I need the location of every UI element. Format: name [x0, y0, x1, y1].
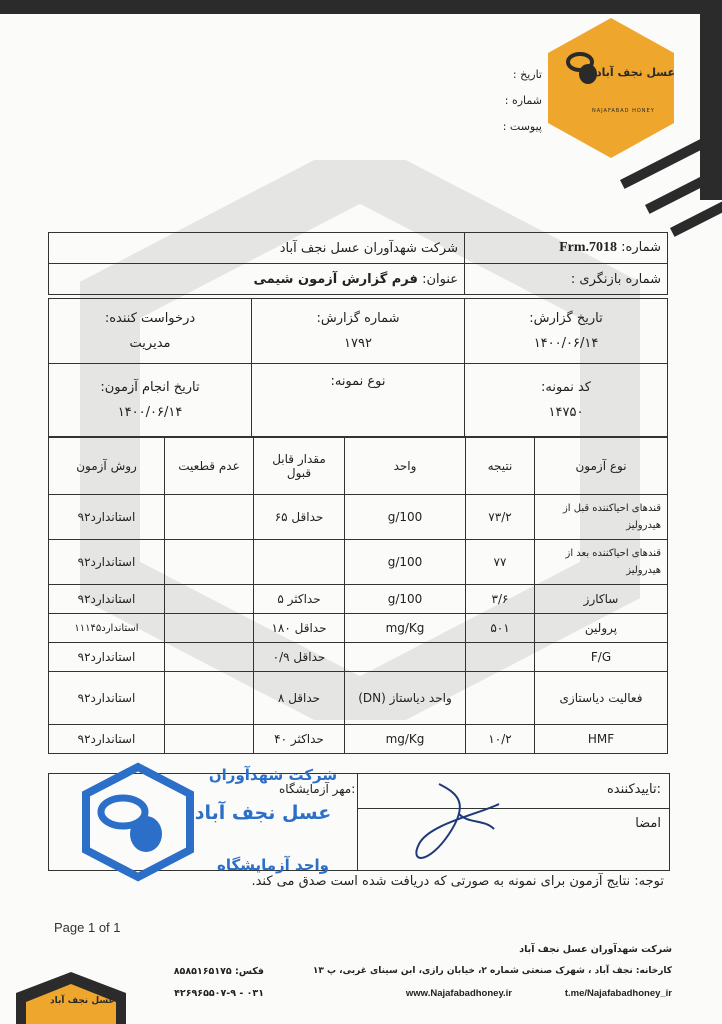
- handwritten-signature: [399, 774, 519, 870]
- title-value: فرم گزارش آزمون شیمی: [253, 271, 418, 287]
- test-date-cell: [49, 364, 252, 437]
- test-uncertainty: [165, 725, 254, 754]
- test-uncertainty: [165, 643, 254, 672]
- test-name: HMF: [535, 725, 668, 754]
- test-name: F/G: [535, 643, 668, 672]
- test-method: استاندارد۹۲: [49, 643, 165, 672]
- footer-website[interactable]: www.Najafabadhoney.ir: [405, 988, 512, 999]
- test-limit: حداقل ۰/۹: [254, 643, 345, 672]
- test-name: قندهای احیاکننده بعد از هیدرولیز: [535, 540, 668, 585]
- results-header-row: [49, 438, 668, 495]
- sample-type-cell: [252, 364, 465, 437]
- test-result: ۵۰۱: [466, 614, 535, 643]
- page-number: Page 1 of 1: [54, 920, 121, 935]
- company-name: شرکت شهدآوران عسل نجف آباد: [49, 233, 465, 264]
- test-result: ۳/۶: [466, 585, 535, 614]
- test-uncertainty: [165, 672, 254, 725]
- info-table: [48, 298, 668, 437]
- test-date-value: ۱۴۰۰/۰۶/۱۴: [117, 405, 183, 420]
- col-header: نوع آزمون: [535, 438, 668, 495]
- test-limit: حداکثر ۴۰: [254, 725, 345, 754]
- test-limit: [254, 540, 345, 585]
- test-result: [466, 672, 535, 725]
- test-limit: حداقل ۶۵: [254, 495, 345, 540]
- test-method: استاندارد۹۲: [49, 540, 165, 585]
- table-row: [49, 672, 668, 725]
- test-name: فعالیت دیاستازی: [535, 672, 668, 725]
- report-no-label: شماره گزارش:: [316, 311, 400, 326]
- test-unit: mg/Kg: [345, 725, 466, 754]
- table-row: [49, 585, 668, 614]
- sample-code-cell: [465, 364, 668, 437]
- date-label: تاریخ :: [512, 68, 542, 81]
- stamp-label: مهر آزمایشگاه:: [279, 782, 356, 796]
- test-date-label: تاریخ انجام آزمون:: [100, 380, 200, 395]
- stamp-text: واحد آزمایشگاه: [217, 856, 329, 874]
- footer-address: کارخانه: نجف آباد ، شهرک صنعتی شماره ۲، خیابان رازی، ابن سینای غربی، پ ۱۳: [312, 966, 672, 976]
- test-method: استاندارد۹۲: [49, 672, 165, 725]
- test-unit: g/100: [345, 495, 466, 540]
- test-unit: [345, 643, 466, 672]
- test-method: استاندارد۹۲: [49, 585, 165, 614]
- test-uncertainty: [165, 495, 254, 540]
- footer-company: شرکت شهدآوران عسل نجف آباد: [519, 944, 672, 955]
- approver-label: تاییدکننده:: [606, 782, 661, 797]
- stamp-text: عسل نجف آباد: [194, 802, 332, 824]
- test-name: پرولین: [535, 614, 668, 643]
- test-name: قندهای احیاکننده قبل از هیدرولیز: [535, 495, 668, 540]
- table-row: [49, 614, 668, 643]
- attachment-label: پیوست :: [502, 120, 542, 133]
- test-result: ۷۷: [466, 540, 535, 585]
- results-table: [48, 437, 668, 754]
- test-uncertainty: [165, 540, 254, 585]
- number-cell: [465, 233, 668, 264]
- table-row: [49, 725, 668, 754]
- note-text: توجه: نتایج آزمون برای نمونه به صورتی که دریافت شده است صدق می کند.: [251, 874, 664, 889]
- table-row: [49, 643, 668, 672]
- test-unit: g/100: [345, 585, 466, 614]
- col-header: روش آزمون: [49, 438, 165, 495]
- table-row: [49, 495, 668, 540]
- test-method: استاندارد۹۲: [49, 725, 165, 754]
- test-name: ساکارز: [535, 585, 668, 614]
- test-limit: حداکثر ۵: [254, 585, 345, 614]
- sample-code-label: کد نمونه:: [541, 380, 591, 395]
- report-no-value: ۱۷۹۲: [344, 336, 372, 351]
- form-number-label: شماره:: [621, 240, 661, 255]
- test-unit: g/100: [345, 540, 466, 585]
- top-border: [0, 0, 722, 14]
- test-uncertainty: [165, 585, 254, 614]
- title-cell: [49, 264, 465, 295]
- requester-value: مدیریت: [129, 336, 171, 351]
- header-table: [48, 232, 668, 295]
- form-number-value: Frm.7018: [559, 240, 618, 255]
- test-unit: واحد دیاستاز (DN): [345, 672, 466, 725]
- test-unit: mg/Kg: [345, 614, 466, 643]
- test-result: ۷۳/۲: [466, 495, 535, 540]
- sample-code-value: ۱۴۷۵۰: [548, 405, 584, 420]
- test-result: ۱۰/۲: [466, 725, 535, 754]
- test-method: استاندارد۱۱۱۴۵: [49, 614, 165, 643]
- test-uncertainty: [165, 614, 254, 643]
- revision-label: شماره بازنگری :: [465, 264, 668, 295]
- test-method: استاندارد۹۲: [49, 495, 165, 540]
- report-date-label: تاریخ گزارش:: [529, 311, 603, 326]
- test-result: [466, 643, 535, 672]
- logo-subtext: NAJAFABAD HONEY: [592, 108, 655, 114]
- logo-text: عسل نجف آباد: [596, 66, 676, 79]
- sample-type-label: نوع نمونه:: [330, 374, 386, 389]
- requester-cell: [49, 299, 252, 364]
- report-date-value: ۱۴۰۰/۰۶/۱۴: [533, 336, 599, 351]
- col-header: مقدار قابل قبول: [254, 438, 345, 495]
- test-limit: حداقل ۸: [254, 672, 345, 725]
- test-limit: حداقل ۱۸۰: [254, 614, 345, 643]
- table-row: [49, 540, 668, 585]
- company-logo: [548, 18, 674, 158]
- requester-label: درخواست کننده:: [104, 311, 196, 326]
- number-label: شماره :: [504, 94, 542, 107]
- stamp-text: شرکت شهدآوران: [208, 766, 338, 784]
- report-no-cell: [252, 299, 465, 364]
- stamp-logo: [78, 762, 198, 882]
- report-date-cell: [465, 299, 668, 364]
- title-label: عنوان:: [422, 271, 458, 287]
- footer-phone: ۰۳۱ - ۴۲۶۹۶۵۵۰۷-۹: [174, 988, 264, 999]
- decor-stripe: [670, 201, 722, 237]
- col-header: نتیجه: [466, 438, 535, 495]
- footer-logo-text: عسل نجف آباد: [50, 996, 115, 1006]
- sign-label: امضا: [635, 816, 661, 831]
- col-header: واحد: [345, 438, 466, 495]
- footer-telegram[interactable]: t.me/Najafabadhoney_ir: [564, 988, 672, 999]
- footer-fax: فکس: ۸۵۸۵۱۶۵۱۷۵: [173, 966, 264, 977]
- col-header: عدم قطعیت: [165, 438, 254, 495]
